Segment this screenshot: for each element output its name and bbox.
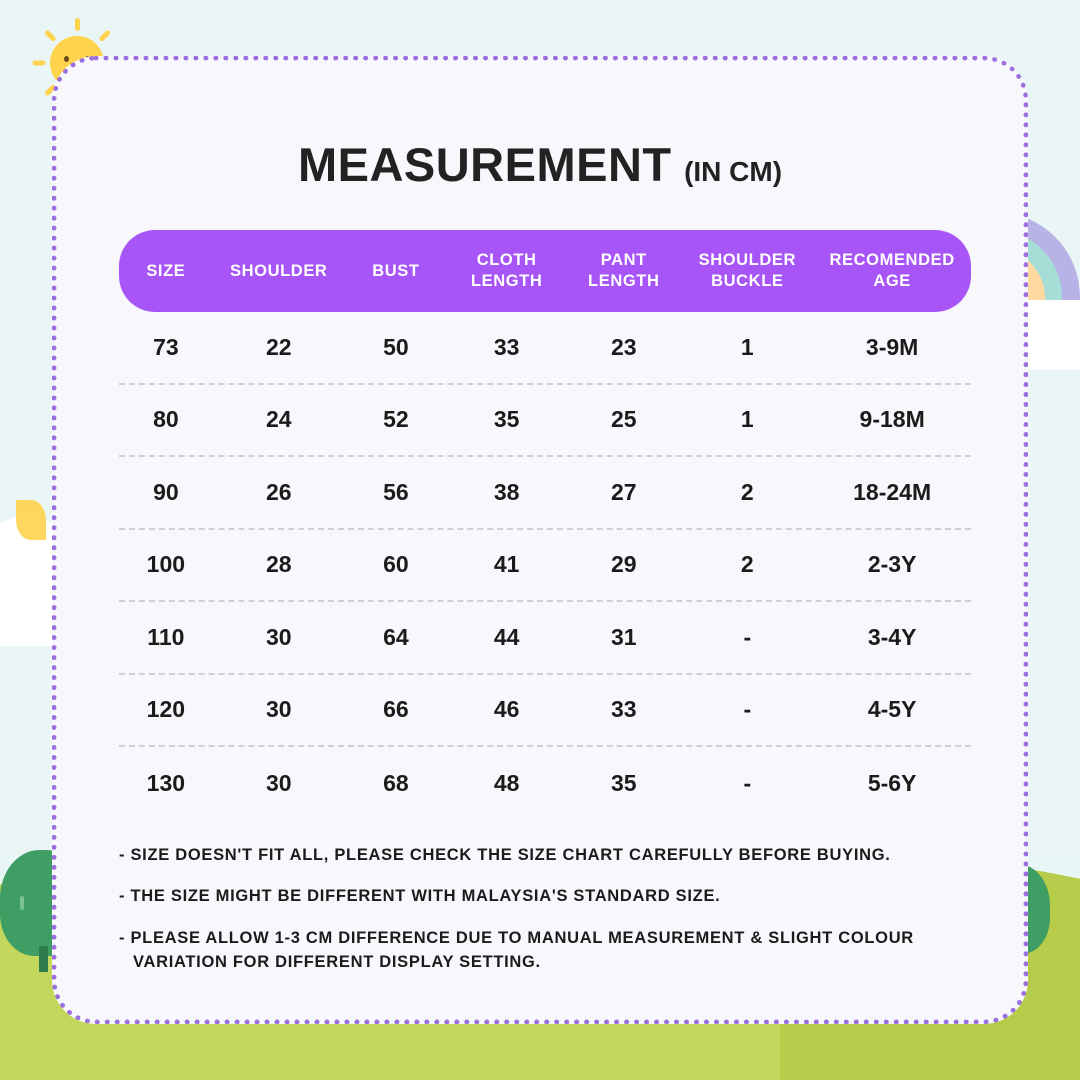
column-header-size: SIZE bbox=[146, 261, 186, 280]
cell-shoulder: 28 bbox=[265, 551, 292, 578]
cell-pant-length: 35 bbox=[610, 769, 637, 796]
cell-size: 130 bbox=[146, 769, 186, 796]
column-header-pant-length bbox=[566, 250, 681, 291]
cell-size: 110 bbox=[147, 623, 185, 650]
table-row bbox=[119, 530, 971, 603]
measurement-card bbox=[52, 56, 1028, 1024]
cell-cloth-length: 35 bbox=[493, 406, 520, 433]
cell-cloth-length: 46 bbox=[493, 696, 520, 723]
table-row bbox=[119, 747, 971, 820]
column-header-shoulder: SHOULDER bbox=[230, 261, 328, 280]
cell-recommended-age: 2-3Y bbox=[867, 551, 917, 578]
cell-bust: 60 bbox=[383, 551, 409, 578]
table-row bbox=[119, 457, 971, 530]
cell-shoulder-buckle: 1 bbox=[740, 333, 754, 360]
column-header-bust: BUST bbox=[372, 261, 420, 280]
table-row bbox=[119, 385, 971, 458]
column-header-cloth-length bbox=[447, 250, 566, 291]
note-item bbox=[119, 885, 971, 909]
title-main-text: MEASUREMENT bbox=[297, 138, 672, 191]
cell-shoulder: 26 bbox=[265, 478, 292, 505]
cell-bust: 50 bbox=[383, 333, 409, 360]
cell-size: 100 bbox=[146, 551, 186, 578]
cell-shoulder: 24 bbox=[265, 406, 292, 433]
column-header-recommended-age-line1: RECOMENDED bbox=[829, 251, 955, 270]
cell-bust: 64 bbox=[383, 623, 409, 650]
cell-bust: 66 bbox=[383, 696, 409, 723]
cell-shoulder: 30 bbox=[265, 623, 292, 650]
table-row bbox=[119, 602, 971, 675]
cell-recommended-age: 9-18M bbox=[859, 406, 925, 433]
cell-size: 90 bbox=[153, 478, 179, 505]
cell-cloth-length: 48 bbox=[493, 769, 520, 796]
column-header-cloth-length-line2: LENGTH bbox=[470, 272, 543, 290]
note-text-continuation: VARIATION FOR DIFFERENT DISPLAY SETTING. bbox=[133, 953, 541, 972]
cell-bust: 56 bbox=[383, 478, 409, 505]
cell-size: 80 bbox=[153, 406, 179, 433]
note-item bbox=[119, 844, 971, 868]
cell-pant-length: 29 bbox=[610, 551, 637, 578]
column-header-shoulder-buckle-line1: SHOULDER bbox=[698, 251, 796, 270]
column-header-recommended-age-line2: AGE bbox=[873, 272, 911, 290]
cell-shoulder-buckle: 2 bbox=[740, 478, 754, 505]
column-header-cloth-length-line1: CLOTH bbox=[476, 251, 537, 270]
cell-size: 120 bbox=[146, 696, 186, 723]
column-header-pant-length-line2: LENGTH bbox=[588, 272, 660, 290]
table-row bbox=[119, 312, 971, 385]
column-header-pant-length-line1: PANT bbox=[600, 251, 647, 270]
cell-shoulder-buckle: 2 bbox=[740, 551, 754, 578]
cell-recommended-age: 4-5Y bbox=[867, 696, 917, 723]
cell-bust: 52 bbox=[383, 406, 409, 433]
cell-shoulder: 30 bbox=[265, 769, 292, 796]
measurement-table bbox=[119, 230, 971, 820]
note-text: - THE SIZE MIGHT BE DIFFERENT WITH MALAYSIA'S STANDARD SIZE. bbox=[119, 887, 721, 906]
table-row bbox=[119, 675, 971, 748]
column-header-shoulder-buckle bbox=[681, 250, 813, 291]
cell-pant-length: 31 bbox=[610, 623, 637, 650]
cell-shoulder: 30 bbox=[265, 696, 292, 723]
note-text: - SIZE DOESN'T FIT ALL, PLEASE CHECK THE SIZE CHART CAREFULLY BEFORE BUYING. bbox=[119, 845, 891, 864]
column-header-recommended-age bbox=[813, 250, 971, 291]
cell-shoulder: 22 bbox=[265, 333, 292, 360]
cell-pant-length: 33 bbox=[610, 696, 637, 723]
title-unit-text: (IN CM) bbox=[684, 156, 783, 187]
cell-recommended-age: 3-9M bbox=[865, 333, 919, 360]
cell-cloth-length: 44 bbox=[493, 623, 520, 650]
cell-shoulder-buckle: - bbox=[743, 696, 752, 723]
cell-shoulder-buckle: - bbox=[743, 623, 752, 650]
cell-shoulder-buckle: 1 bbox=[740, 406, 754, 433]
cell-pant-length: 25 bbox=[610, 406, 637, 433]
cell-recommended-age: 3-4Y bbox=[867, 623, 917, 650]
note-text: - PLEASE ALLOW 1-3 CM DIFFERENCE DUE TO MANUAL MEASUREMENT & SLIGHT COLOUR bbox=[119, 929, 914, 948]
leaf-icon bbox=[16, 500, 46, 540]
note-item bbox=[119, 927, 971, 975]
cell-cloth-length: 41 bbox=[493, 551, 520, 578]
cell-pant-length: 23 bbox=[610, 333, 637, 360]
cell-size: 73 bbox=[153, 333, 179, 360]
notes-section bbox=[119, 844, 971, 976]
page-title bbox=[119, 61, 961, 192]
cell-bust: 68 bbox=[383, 769, 409, 796]
table-header-row bbox=[119, 230, 971, 312]
cell-cloth-length: 33 bbox=[493, 333, 520, 360]
cell-shoulder-buckle: - bbox=[743, 769, 752, 796]
cell-cloth-length: 38 bbox=[493, 478, 520, 505]
column-header-shoulder-buckle-line2: BUCKLE bbox=[711, 272, 784, 290]
cell-recommended-age: 5-6Y bbox=[867, 769, 917, 796]
cell-pant-length: 27 bbox=[610, 478, 637, 505]
cell-recommended-age: 18-24M bbox=[853, 478, 932, 505]
